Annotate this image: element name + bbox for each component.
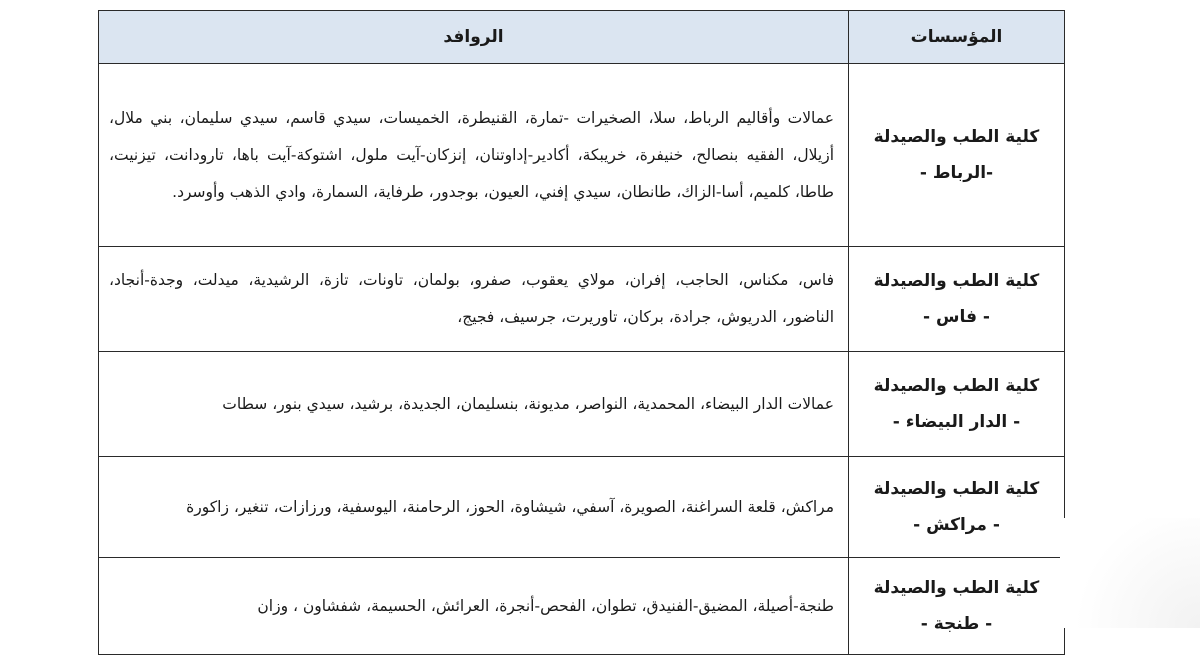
institution-city: - فاس - <box>923 307 990 327</box>
institution-name: كلية الطب والصيدلة <box>873 376 1040 396</box>
institution-name: كلية الطب والصيدلة <box>873 127 1040 147</box>
table-header-row <box>99 11 1065 64</box>
institution-city: - الدار البيضاء - <box>892 412 1021 432</box>
institution-name: كلية الطب والصيدلة <box>873 479 1040 499</box>
provinces-cell: مراكش، قلعة السراغنة، الصويرة، آسفي، شيشاوة، الحوز، الرحامنة، اليوسفية، ورزازات، تنغير، زاكورة <box>99 457 849 558</box>
table-row <box>99 64 1065 247</box>
institution-cell <box>849 558 1065 655</box>
institution-cell <box>849 64 1065 247</box>
institution-city: -الرباط - <box>919 163 994 183</box>
institution-name: كلية الطب والصيدلة <box>873 271 1040 291</box>
provinces-cell: عمالات الدار البيضاء، المحمدية، النواصر، مديونة، بنسليمان، الجديدة، برشيد، سيدي بنور، سطات <box>99 352 849 457</box>
table-row <box>99 558 1065 655</box>
institution-cell <box>849 457 1065 558</box>
corner-shadow <box>1060 518 1200 628</box>
table-row <box>99 247 1065 352</box>
provinces-cell: عمالات وأقاليم الرباط، سلا، الصخيرات -تمارة، القنيطرة، الخميسات، سيدي قاسم، سيدي سليمان، بني ملال، أزيلال، الفقيه بنصالح، خنيفرة، خريبكة، أكادير-إداوتنان، إنزكان-آيت ملول، اشتوكة-آيت باها، تارودانت، تيزنيت، طاطا، كلميم، أسا-الزاك، طانطان، سيدي إفني، العيون، بوجدور، طرفاية، السمارة، وادي الذهب وأوسرد. <box>99 64 849 247</box>
provinces-cell: طنجة-أصيلة، المضيق-الفنيدق، تطوان، الفحص-أنجرة، العرائش، الحسيمة، شفشاون ، وزان <box>99 558 849 655</box>
institution-cell <box>849 352 1065 457</box>
header-tributaries: الروافد <box>99 11 849 64</box>
table-row <box>99 352 1065 457</box>
admissions-table <box>98 10 1065 655</box>
header-institutions: المؤسسات <box>849 11 1065 64</box>
institution-city: - مراكش - <box>913 515 1000 535</box>
institution-cell <box>849 247 1065 352</box>
table-row <box>99 457 1065 558</box>
institution-name: كلية الطب والصيدلة <box>873 578 1040 598</box>
institution-city: - طنجة - <box>920 614 993 634</box>
provinces-cell: فاس، مكناس، الحاجب، إفران، مولاي يعقوب، صفرو، بولمان، تاونات، تازة، الرشيدية، ميدلت، وجدة-أنجاد، الناضور، الدريوش، جرادة، بركان، تاوريرت، جرسيف، فجيج، <box>99 247 849 352</box>
